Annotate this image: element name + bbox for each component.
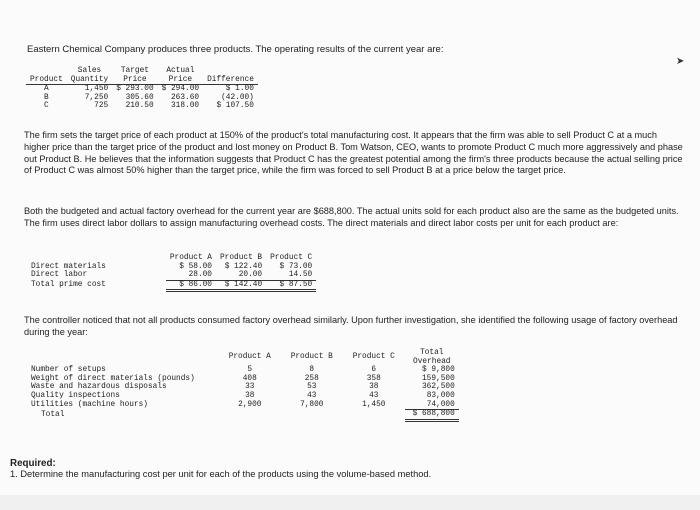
table-row (27, 366, 459, 375)
bottom-bar (0, 495, 700, 510)
table-row (27, 401, 459, 410)
table-cell: B (44, 93, 49, 102)
requirement-item: 1. Determine the manufacturing cost per unit for each of the products using the volume-based method. (10, 469, 432, 479)
table-cell: 43 (369, 391, 379, 400)
problem-heading: Eastern Chemical Company produces three products. The operating results of the current year are: (27, 44, 444, 55)
table-cell: 14.50 (266, 271, 316, 280)
table-cell: $ 86.00 (166, 280, 216, 291)
table-cell: $ 294.00 (161, 85, 200, 94)
header-cell: Product A (169, 254, 212, 262)
row-label: Quality inspections (31, 391, 120, 400)
table-cell (219, 410, 281, 421)
table-cell: 362,500 (422, 383, 455, 392)
table-cell: 725 (94, 102, 109, 111)
header-cell: Difference (203, 76, 258, 85)
header-cell: Target (120, 67, 149, 75)
table-row (27, 383, 459, 392)
table-cell: 358 (366, 374, 381, 383)
table-header-row (26, 76, 258, 85)
table-cell: 263.60 (171, 93, 200, 102)
header-cell: Actual (166, 67, 195, 75)
table-cell: (42.00) (221, 93, 254, 102)
table-cell: $ 107.50 (216, 102, 254, 111)
table-cell: 1,450 (84, 85, 109, 94)
table-cell: 258 (304, 374, 319, 383)
table-cell: $ 1.00 (225, 85, 254, 94)
row-label: Utilities (machine hours) (31, 400, 148, 409)
table-cell: 33 (245, 383, 255, 392)
row-label: Direct labor (31, 271, 88, 280)
operating-results-table (26, 67, 258, 111)
header-cell (27, 254, 166, 263)
row-label: Number of setups (31, 366, 106, 375)
table-cell: 159,500 (422, 374, 455, 383)
table-header-row (26, 67, 258, 76)
controller-paragraph: The controller noticed that not all products consumed factory overhead similarly. Upon further investigation, she identified the following usage of factory overhead during the year: (24, 315, 678, 337)
mouse-cursor-icon: ➤ (676, 56, 685, 67)
table-cell: 38 (245, 391, 255, 400)
table-cell: $ 58.00 (179, 262, 212, 271)
table-cell: 318.00 (171, 102, 200, 111)
table-cell: $ 9,800 (422, 366, 455, 375)
table-cell: $ 142.40 (216, 280, 266, 291)
table-row (26, 102, 258, 111)
table-cell: 7,800 (300, 400, 324, 409)
table-cell: $ 73.00 (279, 262, 313, 271)
header-cell: Total Overhead (413, 349, 451, 366)
header-cell: Price (112, 76, 157, 85)
table-row (27, 375, 459, 384)
table-cell: 2,900 (238, 400, 262, 409)
table-cell: 5 (247, 366, 253, 375)
table-header-row (27, 254, 316, 263)
table-cell: 83,000 (426, 391, 455, 400)
target-price-paragraph: The firm sets the target price of each product at 150% of the product's total manufacturing cost. It appears that the firm was able to sell Product C at a much higher price than the target price of the product and lost money on Product B. Tom Watson, CEO, wants to promote Product C much more aggressively and phase out Product B. He believes that the information suggests that Product C has the greatest potential among the firm's three products because the actual selling price of Product C was almost 50% higher than the target price, while the firm was forced to sell Product B at a price below the target price. (24, 130, 683, 176)
table-cell: 6 (371, 366, 377, 375)
header-cell (27, 349, 219, 366)
header-cell: Product (26, 76, 67, 85)
table-cell: $ 122.40 (224, 262, 263, 271)
table-cell: $ 688,800 (405, 410, 459, 421)
overhead-usage-table (27, 349, 459, 422)
table-cell: $ 87.50 (266, 280, 316, 291)
table-cell: 8 (309, 366, 315, 375)
header-cell (203, 67, 258, 76)
row-label: Total prime cost (31, 281, 106, 290)
table-row (27, 263, 316, 272)
row-label: Waste and hazardous disposals (31, 383, 167, 392)
header-cell: Product C (352, 353, 395, 362)
row-label: Weight of direct materials (pounds) (31, 374, 195, 383)
table-row (27, 392, 459, 401)
table-row (26, 94, 258, 103)
header-cell: Product A (228, 353, 271, 362)
header-cell: Sales (77, 67, 102, 75)
row-label: Direct materials (31, 262, 106, 271)
table-cell: 210.50 (125, 102, 154, 111)
table-total-row (27, 410, 459, 421)
table-cell: 7,250 (84, 93, 109, 102)
table-row (27, 271, 316, 280)
header-cell: Quantity (67, 76, 112, 85)
header-cell: Price (158, 76, 203, 85)
required-heading: Required: (10, 458, 56, 469)
header-cell (26, 67, 67, 76)
table-cell: 20.00 (216, 271, 266, 280)
table-cell: 38 (369, 383, 379, 392)
table-row (26, 85, 258, 94)
table-row (27, 280, 316, 291)
table-cell: 28.00 (166, 271, 216, 280)
table-header-row (27, 349, 459, 366)
header-cell: Product C (270, 254, 313, 262)
header-cell: Product B (290, 353, 333, 362)
table-cell: 74,000 (405, 401, 459, 410)
table-cell: 53 (307, 383, 317, 392)
row-label: Total (41, 410, 65, 419)
table-cell: 408 (242, 374, 257, 383)
prime-cost-table (27, 254, 316, 292)
table-cell: C (44, 102, 49, 111)
table-cell: 43 (307, 391, 317, 400)
table-cell: $ 293.00 (116, 85, 154, 94)
table-cell: 1,450 (362, 400, 386, 409)
overhead-paragraph: Both the budgeted and actual factory overhead for the current year are $688,800. The actual units sold for each product also are the same as the budgeted units. The firm uses direct labor dollars to assign manufacturing overhead costs. The direct materials and direct labor costs per unit for each product are: (24, 206, 679, 228)
table-cell: 305.60 (125, 93, 154, 102)
table-cell (281, 410, 343, 421)
table-cell (343, 410, 405, 421)
table-cell: A (44, 85, 49, 94)
header-cell: Product B (220, 254, 263, 262)
